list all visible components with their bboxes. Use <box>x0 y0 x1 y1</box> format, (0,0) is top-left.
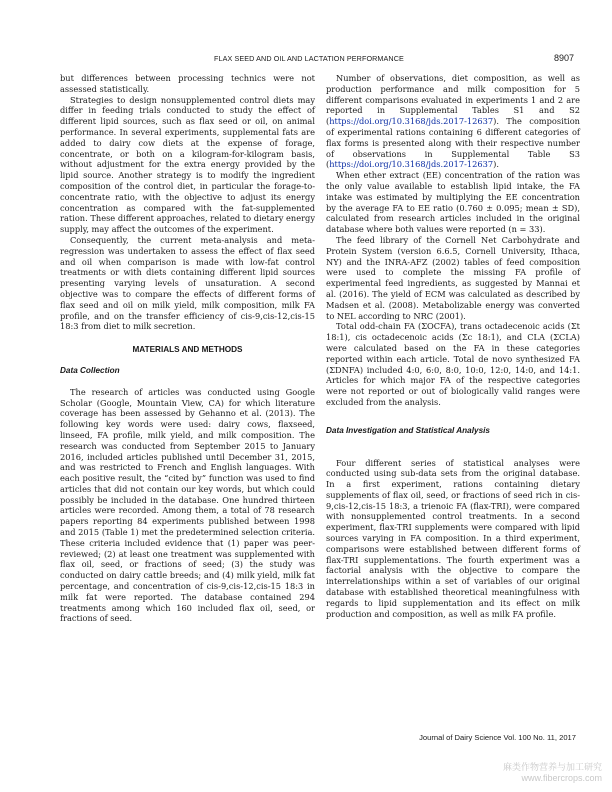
paragraph: but differences between processing technics were not assessed statistically. <box>60 73 315 94</box>
doi-link[interactable]: https://doi.org/10.3168/jds.2017-12637 <box>329 116 494 127</box>
subsection-heading: Data Investigation and Statistical Analysis <box>326 425 490 435</box>
subsection-heading: Data Collection <box>60 365 120 375</box>
paragraph: The feed library of the Cornell Net Carbohydrate and Protein System (version 6.6.5, Cornell University, Ithaca, NY) and the INRA-AFZ (2002) tables of feed composition were used to complete the missing FA profile of experimental feed ingredients, as suggested by Mannai et al. (2016). The yield of ECM was calculated as described by Madsen et al. (2008). Metabolizable energy was converted to NEL according to NRC (2001). <box>326 234 580 321</box>
paragraph: Strategies to design nonsupplemented control diets may differ in feeding trials conducted to study the effect of different lipid sources, such as flax seed or oil, on animal performance. In several experiments, supplemental fats are added to dairy cow diets at the expense of forage, concentrate, or both on a kilogram-for-kilogram basis, without adjustment for the extra energy provided by the lipid source. Another strategy is to modify the ingredient composition of the control diet, in particular the forage-to-concentrate ratio, with the objective to adjust its energy concentration as compared with the fat-supplemented ration. These different approaches, related to dietary energy supply, may affect the outcomes of the experiment. <box>60 94 315 235</box>
spacer <box>326 447 580 458</box>
right-column <box>326 73 580 619</box>
journal-footer: Journal of Dairy Science Vol. 100 No. 11, 2017 <box>419 733 576 742</box>
paragraph-text: ). <box>493 159 499 170</box>
watermark-line: www.fibercrops.com <box>521 773 602 783</box>
watermark <box>503 762 602 784</box>
paragraph-text: ). The composition of experimental rations containing 6 different categories of flax forms is presented along with their respective number of observations in Supplemental Table S3 ( <box>326 116 580 170</box>
running-title: FLAX SEED AND OIL AND LACTATION PERFORMANCE <box>214 54 404 63</box>
left-column <box>60 73 315 624</box>
spacer <box>326 408 580 426</box>
section-heading: MATERIALS AND METHODS <box>132 345 243 355</box>
paragraph: Consequently, the current meta-analysis and meta-regression was undertaken to assess the effect of flax seed and oil when comparison is made with low-fat control treatments or with diets containing different lipid sources presenting varying levels of unsaturation. A second objective was to compare the effects of different forms of flax seed and oil on milk yield, milk composition, milk FA profile, and on the transfer efficiency of cis-9,cis-12,cis-15 18:3 from diet to milk secretion. <box>60 234 315 332</box>
paragraph-text: Number of observations, diet composition, as well as production performance and milk composition for 5 different comparisons evaluated in experiments 1 and 2 are reported in Supplemental Tables S1 and S2 ( <box>326 73 580 127</box>
doi-link[interactable]: https://doi.org/10.3168/jds.2017-12637 <box>329 159 494 170</box>
paragraph: The research of articles was conducted using Google Scholar (Google, Mountain View, CA) for which literature coverage has been assessed by Gehanno et al. (2013). The following key words were used: dairy cows, flaxseed, linseed, FA profile, milk yield, and milk composition. The research was conducted from September 2015 to January 2016, included articles published until December 31, 2015, and was restricted to French and English languages. With each positive result, the “cited by” function was used to find articles that did not contain our key words, but which could possibly be included in the database. One hundred thirteen articles were recorded. Among them, a total of 78 research papers reporting 84 experiments published between 1998 and 2015 (Table 1) met the predetermined selection criteria. These criteria included evidence that (1) paper was peer-reviewed; (2) at least one treatment was supplemented with flax oil, seed, or fractions of seed; (3) the study was conducted on dairy cattle breeds; and (4) milk yield, milk fat percentage, and concentration of cis-9,cis-12,cis-15 18:3 in milk fat were reported. The database contained 294 treatments among which 160 included flax oil, seed, or fractions of seed. <box>60 386 315 624</box>
page-number: 8907 <box>553 53 574 63</box>
paragraph <box>326 73 580 170</box>
watermark-line: 麻类作物营养与加工研究 <box>502 762 602 772</box>
paragraph: When ether extract (EE) concentration of the ration was the only value available to establish lipid intake, the FA intake was estimated by multiplying the EE concentration by the average FA to EE ratio (0.760 ± 0.095; mean ± SD), calculated from research articles included in the original database where both values were reported (n = 33). <box>326 170 580 235</box>
paragraph: Four different series of statistical analyses were conducted using sub-data sets from the original database. In a first experiment, rations containing dietary supplements of flax oil, seed, or fractions of seed rich in cis-9,cis-12,cis-15 18:3, a trienoic FA (flax-TRI), were compared with nonsupplemented control treatments. In a second experiment, flax-TRI supplements were compared with lipid sources varying in FA composition. In a third experiment, comparisons were established between different forms of flax-TRI supplementations. The fourth experiment was a factorial analysis with the objective to compare the interrelationships within a set of variables of our original database with established theoretical meaningfulness with regards to lipid supplementation and its effect on milk production and composition, as well as milk FA profile. <box>326 457 580 619</box>
running-header <box>0 54 612 68</box>
paragraph: Total odd-chain FA (ΣOCFA), trans octadecenoic acids (Σt 18:1), cis octadecenoic acids (Σc 18:1), and CLA (ΣCLA) were calculated based on the FA in these categories reported within each article. Total de novo synthesized FA (ΣDNFA) included 4:0, 6:0, 8:0, 10:0, 12:0, 14:0, and 14:1. Articles for which major FA of the respective categories were not reported or out of biologically valid ranges were excluded from the analysis. <box>326 321 580 407</box>
